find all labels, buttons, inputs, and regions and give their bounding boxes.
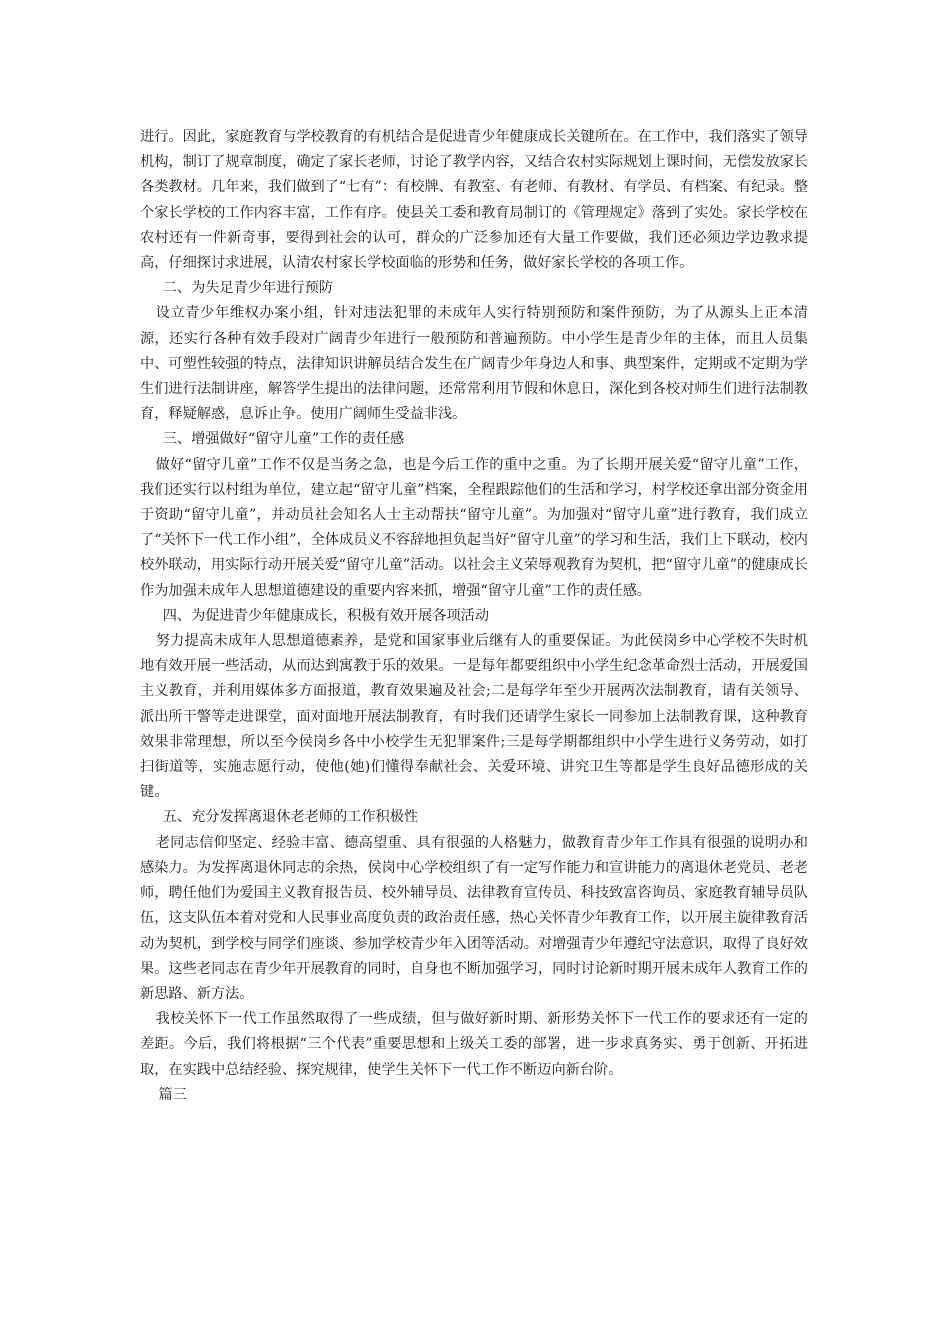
part-label: 篇三: [158, 1086, 187, 1103]
paragraph-section-2: 设立青少年维权办案小组，针对违法犯罪的未成年人实行特别预防和案件预防，为了从源头上正本清源，还实行各种有效手段对广阔青少年进行一般预防和普遍预防。中小学生是青少年的主体，而且人员集中、可塑性较强的特点，法律知识讲解员结合发生在广阔青少年身边人和事、典型案件，定期或不定期为学生们进行法制讲座，解答学生提出的法律问题，还常常利用节假和休息日，深化到各校对师生们进行法制教育，释疑解惑，息诉止争。使用广阔师生受益非浅。: [140, 305, 808, 423]
section-heading-3: 三、增强做好“留守儿童”工作的责任感: [162, 431, 405, 448]
paragraph-section-3: 做好“留守儿童”工作不仅是当务之急，也是今后工作的重中之重。为了长期开展关爱“留守儿童”工作，我们还实行以村组为单位，建立起“留守儿童”档案，全程跟踪他们的生活和学习，村学校还拿出部分资金用于资助“留守儿童”，并动员社会知名人士主动帮扶“留守儿童”。为加强对“留守儿童”进行教育，我们成立了“关怀下一代工作小组”，全体成员义不容辞地担负起当好“留守儿童”的学习和生活，我们上下联动，校内校外联动，用实际行动开展关爱“留守儿童”活动。以社会主义荣辱观教育为契机，把“留守儿童”的健康成长作为加强未成年人思想道德建设的重要内容来抓，增强“留守儿童”工作的责任感。: [140, 456, 808, 599]
paragraph-section-5: 老同志信仰坚定、经验丰富、德高望重、具有很强的人格魅力，做教育青少年工作具有很强的说明办和感染力。为发挥离退休同志的余热，侯岗中心学校组织了有一定写作能力和宣讲能力的离退休老党员、老老师，聘任他们为爱国主义教育报告员、校外辅导员、法律教育宣传员、科技致富咨询员、家庭教育辅导员队伍，这支队伍本着对党和人民事业高度负责的政治责任感，热心关怀青少年教育工作，以开展主旋律教育活动为契机，到学校与同学们座谈、参加学校青少年入团等活动。对增强青少年遵纪守法意识，取得了良好效果。这些老同志在青少年开展教育的同时，自身也不断加强学习，同时讨论新时期开展未成年人教育工作的新思路、新方法。: [140, 834, 808, 1002]
paragraph-section-4: 努力提高未成年人思想道德素养，是党和国家事业后继有人的重要保证。为此侯岗乡中心学校不失时机地有效开展一些活动，从而达到寓教于乐的效果。一是每年都要组织中小学生纪念革命烈士活动，开展爱国主义教育，并利用媒体多方面报道，教育效果遍及社会;二是每学年至少开展两次法制教育，请有关领导、派出所干警等走进课堂，面对面地开展法制教育，有时我们还请学生家长一同参加上法制教育课，这种教育效果非常理想，所以至今侯岗乡各中小校学生无犯罪案件;三是每学期都组织中小学生进行义务劳动，如打扫街道等，实施志愿行动，使他(她)们懂得奉献社会、关爱环境、讲究卫生等都是学生良好品德形成的关键。: [140, 633, 808, 801]
paragraph-continuation: 进行。因此，家庭教育与学校教育的有机结合是促进青少年健康成长关键所在。在工作中，我们落实了领导机构，制订了规章制度，确定了家长老师，讨论了教学内容，又结合农村实际规划上课时间，无偿发放家长各类教材。几年来，我们做到了“七有”：有校牌、有教室、有老师、有教材、有学员、有档案、有纪录。整个家长学校的工作内容丰富，工作有序。使县关工委和教育局制订的《管理规定》落到了实处。家长学校在农村还有一件新奇事，要得到社会的认可，群众的广泛参加还有大量工作要做，我们还必须边学边教求提高，仔细探讨求进展，认清农村家长学校面临的形势和任务，做好家长学校的各项工作。: [140, 129, 808, 272]
paragraph-conclusion: 我校关怀下一代工作虽然取得了一些成绩，但与做好新时期、新形势关怀下一代工作的要求还有一定的差距。今后，我们将根据“三个代表”重要思想和上级关工委的部署，进一步求真务实、勇于创新、开拓进取，在实践中总结经验、探究规律，使学生关怀下一代工作不断迈向新台阶。: [140, 1011, 808, 1078]
document-body: [140, 125, 808, 1108]
section-heading-4: 四、为促进青少年健康成长，积极有效开展各项活动: [162, 607, 490, 624]
section-heading-2: 二、为失足青少年进行预防: [162, 280, 333, 297]
section-heading-5: 五、充分发挥离退休老老师的工作积极性: [162, 809, 419, 826]
